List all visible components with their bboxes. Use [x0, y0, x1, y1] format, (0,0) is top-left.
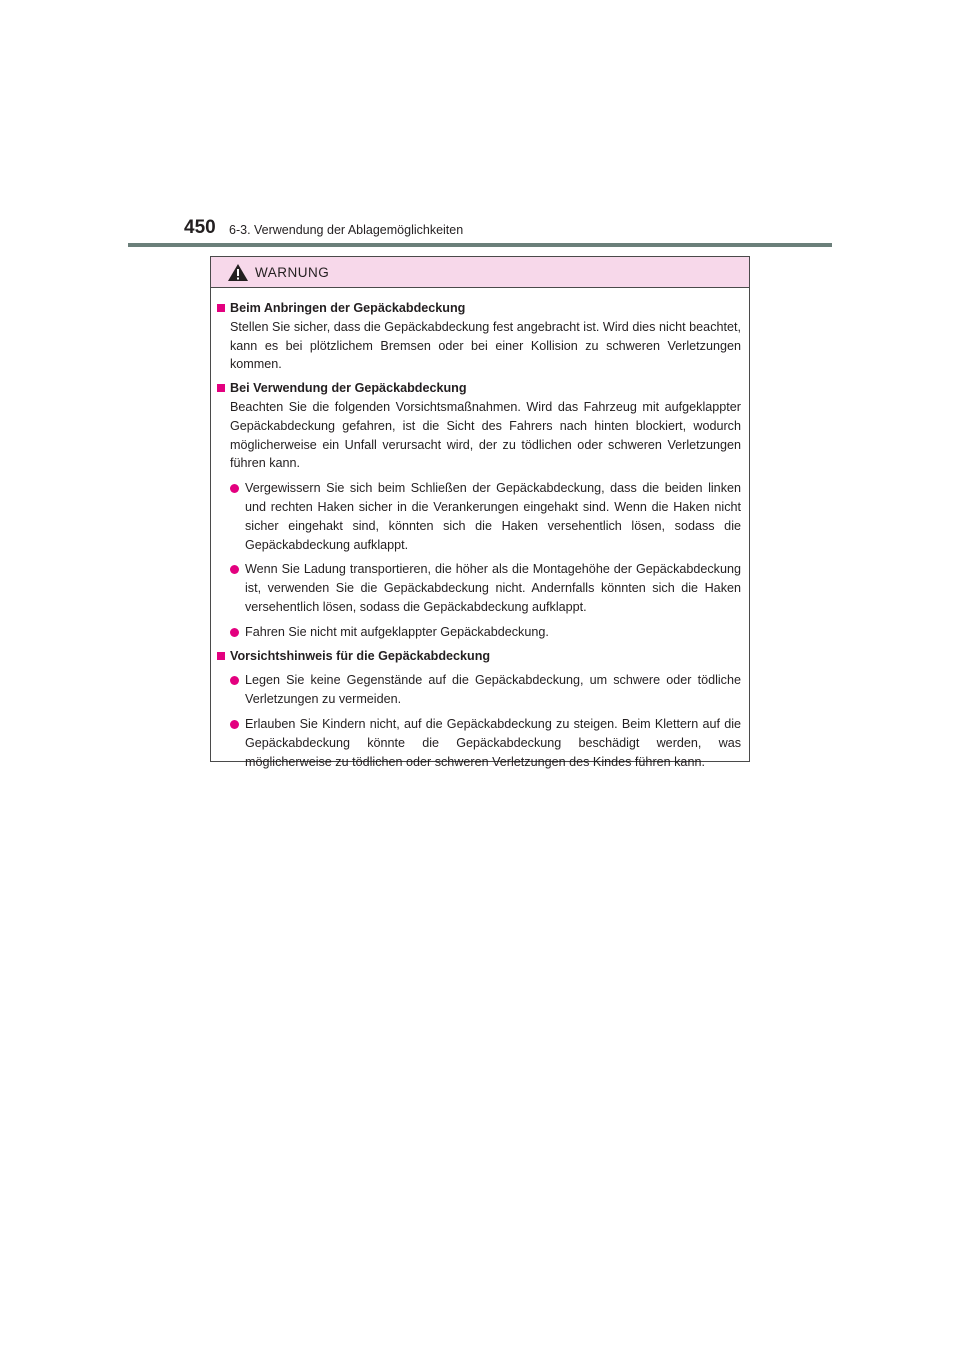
topic-heading [217, 299, 741, 318]
warning-triangle-icon [227, 263, 249, 282]
warning-header [211, 257, 749, 288]
header-divider [128, 243, 832, 247]
list-item [217, 479, 741, 554]
warning-box [210, 256, 750, 769]
warning-body [211, 288, 749, 771]
topic-heading-text: Bei Verwendung der Gepäckabdeckung [230, 381, 467, 396]
list-item [217, 560, 741, 616]
topic-using-cover [217, 379, 741, 641]
round-bullet-icon [230, 676, 239, 685]
section-title: 6-3. Verwendung der Ablagemöglichkeiten [229, 223, 464, 237]
square-bullet-icon [217, 384, 225, 392]
topic-attaching-cover [217, 299, 741, 374]
square-bullet-icon [217, 304, 225, 312]
list-item-text: Vergewissern Sie sich beim Schließen der Gepäckabdeckung, dass die beiden linken und rechten Haken sicher in die Verankerungen eingehakt sind. Wenn die Haken nicht sicher eingehakt sind, könnten sich die Haken versehentlich lösen, sodass die Gepäckabdeckung aufklappt. [245, 481, 741, 552]
topic-heading [217, 647, 741, 666]
round-bullet-icon [230, 565, 239, 574]
topic-heading-text: Beim Anbringen der Gepäckabdeckung [230, 301, 466, 315]
topic-text: Beachten Sie die folgenden Vorsichtsmaßnahmen. Wird das Fahrzeug mit aufgeklappter Gepäckabdeckung gefahren, ist die Sicht des Fahrers nach hinten blockiert, wodurch möglicherweise ein Unfall verursacht wird, der zu tödlichen oder schweren Verletzungen führen kann. [230, 399, 741, 471]
list-item [217, 715, 741, 771]
list-item-text: Erlauben Sie Kindern nicht, auf die Gepäckabdeckung zu steigen. Beim Klettern auf die Gepäckabdeckung könnte die Gepäckabdeckung beschädigt werden, was möglicherweise zu tödlichen oder schweren Verletzungen des Kindes führen kann. [245, 716, 741, 769]
round-bullet-icon [230, 628, 239, 637]
list-item-text: Fahren Sie nicht mit aufgeklappter Gepäckabdeckung. [245, 624, 549, 639]
round-bullet-icon [230, 720, 239, 729]
square-bullet-icon [217, 652, 225, 660]
list-item [217, 671, 741, 709]
list-item-text: Legen Sie keine Gegenstände auf die Gepäckabdeckung, um schwere oder tödliche Verletzungen zu vermeiden. [245, 673, 741, 707]
topic-text: Stellen Sie sicher, dass die Gepäckabdeckung fest angebracht ist. Wird dies nicht beachtet, kann es bei plötzlichem Bremsen oder bei einer Kollision zu schweren Verletzungen kommen. [230, 319, 741, 372]
topic-heading [217, 379, 741, 398]
topic-heading-text: Vorsichtshinweis für die Gepäckabdeckung [230, 648, 491, 663]
warning-title: WARNUNG [255, 264, 330, 280]
list-item [217, 623, 741, 642]
list-item-text: Wenn Sie Ladung transportieren, die höher als die Montagehöhe der Gepäckabdeckung ist, verwenden Sie die Gepäckabdeckung nicht. Andernfalls könnten sich die Haken versehentlich lösen, sodass die Gepäckabdeckung aufklappt. [245, 562, 741, 614]
page-number: 450 [184, 217, 216, 238]
topic-precaution-cover [217, 647, 741, 772]
round-bullet-icon [230, 484, 239, 493]
